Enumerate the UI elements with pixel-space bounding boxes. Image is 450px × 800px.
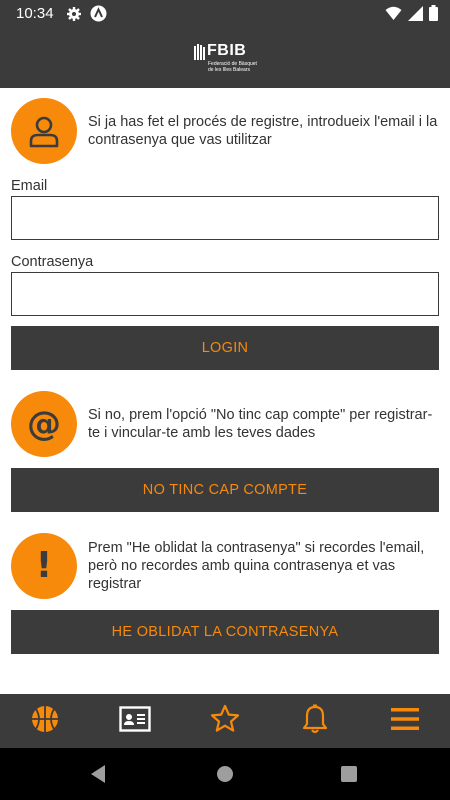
home-icon[interactable] — [216, 765, 234, 788]
recents-icon[interactable] — [341, 766, 357, 787]
status-bar — [0, 0, 450, 28]
android-nav-bar — [0, 748, 450, 800]
forgot-info-row — [11, 533, 441, 599]
wifi-icon — [385, 6, 402, 26]
status-left-icons — [66, 5, 107, 27]
logo-mark-icon — [194, 44, 206, 65]
forgot-info-text: Prem "He oblidat la contrasenya" si recordes l'email, però no recordes amb quina contrasenya et vas registrar — [88, 540, 425, 592]
bell-icon — [302, 704, 328, 739]
password-field[interactable] — [11, 272, 439, 316]
star-icon — [210, 704, 240, 738]
exclamation-glyph: ! — [35, 545, 53, 586]
fbib-logo — [194, 40, 256, 76]
login-info-text: Si ja has fet el procés de registre, introdueix l'email i la contrasenya que vas utilitzar — [88, 114, 438, 148]
login-info-row — [11, 98, 441, 164]
nav-item-profile[interactable] — [90, 694, 180, 748]
person-icon — [11, 98, 77, 164]
nav-item-notifications[interactable] — [270, 694, 360, 748]
app-header — [0, 28, 450, 88]
no-account-button[interactable]: NO TINC CAP COMPTE — [11, 468, 439, 512]
email-field[interactable] — [11, 196, 439, 240]
nav-item-menu[interactable] — [360, 694, 450, 748]
logo-subtitle: Federació de Bàsquet de les Illes Balears — [208, 61, 257, 73]
signal-icon — [408, 6, 423, 26]
nav-item-favorites[interactable] — [180, 694, 270, 748]
nav-item-games[interactable] — [0, 694, 90, 748]
status-right-icons — [385, 5, 438, 26]
logo-text: FBIB — [207, 42, 247, 59]
login-button[interactable]: LOGIN — [11, 326, 439, 370]
menu-icon — [391, 707, 419, 736]
login-content — [0, 88, 450, 694]
android-a-icon — [90, 5, 107, 27]
email-label: Email — [11, 178, 48, 194]
at-icon — [11, 391, 77, 457]
battery-icon — [429, 5, 438, 26]
password-label: Contrasenya — [11, 254, 94, 270]
id-card-icon — [119, 706, 151, 737]
back-icon[interactable] — [89, 764, 107, 789]
register-info-text: Si no, prem l'opció "No tinc cap compte" per registrar-te i vincular-te amb les teves dades — [88, 407, 433, 441]
forgot-password-button[interactable]: HE OBLIDAT LA CONTRASENYA — [11, 610, 439, 654]
register-info-row — [11, 391, 441, 457]
bottom-nav — [0, 694, 450, 748]
at-glyph: @ — [27, 404, 61, 444]
exclamation-icon — [11, 533, 77, 599]
status-time: 10:34 — [16, 5, 54, 22]
gear-icon — [66, 6, 82, 27]
basketball-icon — [30, 704, 60, 739]
